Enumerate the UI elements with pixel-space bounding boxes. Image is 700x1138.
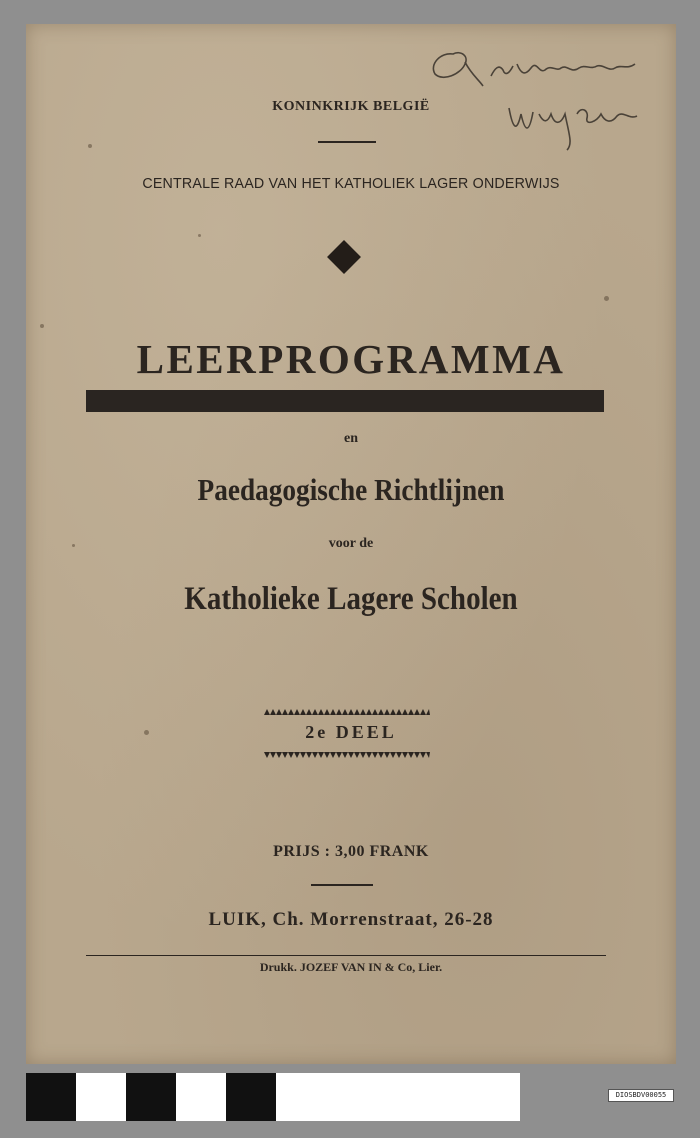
archive-tag: DIOSBDV00055 [608, 1089, 674, 1102]
conjunction-text: en [344, 431, 358, 446]
price-text: PRIJS : 3,00 FRANK [273, 843, 429, 860]
council-name: CENTRALE RAAD VAN HET KATHOLIEK LAGER ONDERWIJS [142, 175, 560, 192]
color-calibration-strip [26, 1073, 520, 1121]
connector-text: voor de [328, 536, 374, 551]
publisher-address: LUIK, Ch. Morrenstraat, 26-28 [208, 909, 494, 930]
booklet-cover [26, 24, 676, 1064]
diamond-ornament-icon [327, 240, 361, 274]
printer-credit: Drukk. JOZEF VAN IN & Co, Lier. [259, 960, 443, 974]
zigzag-border-bottom [264, 752, 430, 758]
part-label: 2e DEEL [305, 722, 397, 742]
zigzag-border-top [264, 709, 430, 715]
foxing-spot [72, 544, 75, 547]
booklet-title: LEERPROGRAMMA [136, 336, 566, 382]
handwritten-signature [421, 34, 661, 154]
foxing-spot [144, 730, 149, 735]
short-divider-2 [311, 884, 373, 886]
foxing-spot [40, 324, 44, 328]
long-divider [86, 955, 606, 956]
subtitle-schools: Katholieke Lagere Scholen [184, 581, 518, 617]
title-underline-bar [86, 390, 604, 412]
foxing-spot [604, 296, 609, 301]
kingdom-heading: KONINKRIJK BELGIË [272, 99, 430, 114]
short-divider [318, 141, 376, 143]
foxing-spot [88, 144, 92, 148]
foxing-spot [198, 234, 201, 237]
subtitle-guidelines: Paedagogische Richtlijnen [197, 472, 505, 507]
